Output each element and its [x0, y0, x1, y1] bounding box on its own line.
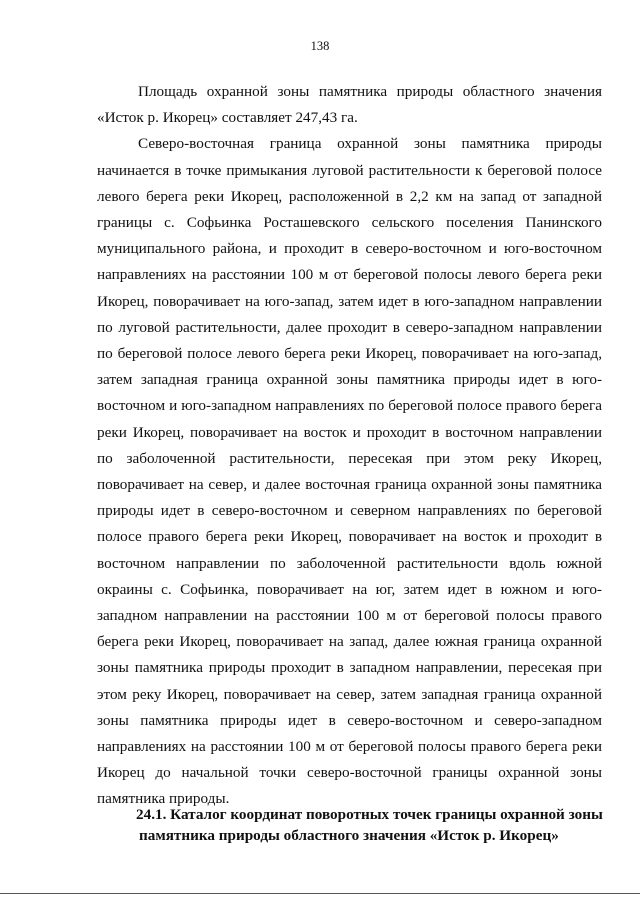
section-heading-line-2: памятника природы областного значения «Исток р. Икорец» — [139, 827, 559, 844]
section-heading — [136, 804, 606, 846]
page-number: 138 — [310, 39, 330, 53]
paragraph-area: Площадь охранной зоны памятника природы областного значения «Исток р. Икорец» составляет 247,43 га. — [97, 83, 602, 127]
section-heading-line-1: 24.1. Каталог координат поворотных точек границы охранной зоны — [136, 806, 603, 823]
paragraph-boundary-description: Северо-восточная граница охранной зоны памятника природы начинается в точке примыкания луговой растительности к береговой полосе левого берега реки Икорец, расположенной в 2,2 км на запад от западной границы с. Софьинка Росташевского сельского поселения Панинского муниципального района, и проходит в северо-восточном и юго-восточном направлениях на расстоянии 100 м от береговой полосы левого берега реки Икорец, поворачивает на юго-запад, затем идет в юго-западном направлении по луговой растительности, далее проходит в северо-западном направлении по береговой полосе левого берега реки Икорец, поворачивает на юго-запад, затем западная граница охранной зоны памятника природы идет в юго-восточном и юго-западном направлениях по береговой полосе правого берега реки Икорец, поворачивает на восток и проходит в восточном направлении по заболоченной растительности, пересекая при этом реку Икорец, поворачивает на север, и далее восточная граница охранной зоны памятника природы идет в северо-восточном и северном направлениях по береговой полосе правого берега реки Икорец, поворачивает на восток и проходит в восточном направлении по заболоченной растительности вдоль южной окраины с. Софьинка, поворачивает на юг, затем идет в южном и юго-западном направлении на расстоянии 100 м от береговой полосы правого берега реки Икорец, поворачивает на запад, далее южная граница охранной зоны памятника природы проходит в западном направлении, пересекая при этом реку Икорец, поворачивает на север, затем западная граница охранной зоны памятника природы идет в северо-восточном и северо-западном направлениях на расстоянии 100 м от береговой полосы правого берега реки Икорец до начальной точки северо-восточной границы охранной зоны памятника природы. — [97, 135, 602, 808]
body-text — [97, 79, 602, 813]
bottom-divider — [0, 893, 640, 894]
